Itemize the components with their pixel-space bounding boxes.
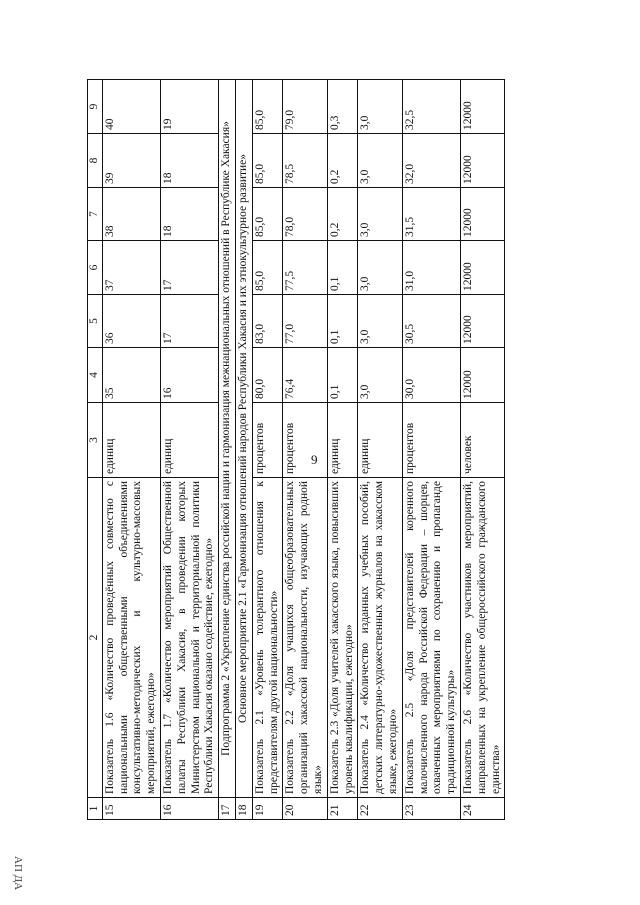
table-row: [460, 80, 504, 820]
indicator-description: Показатель 2.4 «Количество изданных учебных пособий, детских литературно-художественных журналов на хакасском языке, ежегодно»: [358, 478, 402, 798]
row-number: 22: [358, 798, 402, 820]
header-cell: 5: [88, 295, 103, 348]
table-row: [358, 80, 402, 820]
indicators-table: [87, 79, 505, 820]
value-cell: 18: [160, 134, 218, 188]
indicator-description: Показатель 1.6 «Количество проведённых совместно с национальными общественными объединениями консультативно-методических и культурно-массовых мероприятий, ежегодно»: [102, 478, 160, 798]
value-cell: 30,5: [402, 295, 460, 348]
value-cell: 31,5: [402, 188, 460, 241]
value-cell: 80,0: [252, 348, 283, 403]
value-cell: 12000: [460, 80, 504, 134]
value-cell: 19: [160, 80, 218, 134]
header-cell: 9: [88, 80, 103, 134]
table-row: [235, 80, 252, 820]
value-cell: 3,0: [358, 295, 402, 348]
row-number: 16: [160, 798, 218, 820]
corner-stamp: АП ДА: [12, 856, 24, 891]
header-cell: 2: [88, 478, 103, 798]
value-cell: 31,0: [402, 241, 460, 295]
value-cell: 77,5: [283, 241, 327, 295]
indicator-description: Показатель 2.6 «Количество участников мероприятий, направленных на укрепление общероссийского гражданского единства»: [460, 478, 504, 798]
value-cell: 79,0: [283, 80, 327, 134]
header-row: [88, 80, 103, 820]
value-cell: 0,3: [327, 80, 358, 134]
value-cell: 0,1: [327, 295, 358, 348]
value-cell: 85,0: [252, 188, 283, 241]
value-cell: 37: [102, 241, 160, 295]
value-cell: 40: [102, 80, 160, 134]
value-cell: 12000: [460, 241, 504, 295]
value-cell: 3,0: [358, 188, 402, 241]
page-number: 9: [311, 452, 318, 467]
table-row: [160, 80, 218, 820]
value-cell: 32,0: [402, 134, 460, 188]
value-cell: 0,2: [327, 188, 358, 241]
indicator-description: Показатель 2.2 «Доля учащихся общеобразовательных организаций хакасской национальности, изучающих родной язык»: [283, 478, 327, 798]
section-heading: Подпрограмма 2 «Укрепление единства российской нации и гармонизация межнациональных отношений в Республике Хакасия»: [219, 80, 236, 798]
table-row: [252, 80, 283, 820]
table-row: [283, 80, 327, 820]
row-number: 19: [252, 798, 283, 820]
header-cell: 8: [88, 134, 103, 188]
value-cell: 36: [102, 295, 160, 348]
value-cell: 3,0: [358, 241, 402, 295]
value-cell: 18: [160, 188, 218, 241]
value-cell: 12000: [460, 188, 504, 241]
unit-cell: единиц: [327, 403, 358, 478]
value-cell: 39: [102, 134, 160, 188]
value-cell: 30,0: [402, 348, 460, 403]
row-number: 17: [219, 798, 236, 820]
row-number: 20: [283, 798, 327, 820]
indicator-description: Показатель 2.1 «Уровень толерантного отношения к представителям другой национальности»: [252, 478, 283, 798]
value-cell: 32,5: [402, 80, 460, 134]
value-cell: 78,0: [283, 188, 327, 241]
table-row: [327, 80, 358, 820]
indicator-description: Показатель 2.3 «Доля учителей хакасского языка, повысивших уровень квалификации, ежегодно»: [327, 478, 358, 798]
value-cell: 12000: [460, 295, 504, 348]
header-cell: 4: [88, 348, 103, 403]
header-cell: 7: [88, 188, 103, 241]
value-cell: 76,4: [283, 348, 327, 403]
value-cell: 17: [160, 295, 218, 348]
value-cell: 17: [160, 241, 218, 295]
header-cell: 3: [88, 403, 103, 478]
value-cell: 3,0: [358, 348, 402, 403]
value-cell: 12000: [460, 348, 504, 403]
value-cell: 3,0: [358, 134, 402, 188]
unit-cell: единиц: [358, 403, 402, 478]
value-cell: 0,1: [327, 348, 358, 403]
value-cell: 12000: [460, 134, 504, 188]
table-body: [88, 80, 505, 820]
unit-cell: процентов: [283, 403, 327, 478]
value-cell: 78,5: [283, 134, 327, 188]
header-cell: 1: [88, 798, 103, 820]
value-cell: 77,0: [283, 295, 327, 348]
value-cell: 85,0: [252, 241, 283, 295]
row-number: 15: [102, 798, 160, 820]
value-cell: 85,0: [252, 80, 283, 134]
row-number: 24: [460, 798, 504, 820]
indicator-description: Показатель 2.5 «Доля представителей коренного малочисленного народа Российской Федерации – шорцев, охваченных мероприятиями по сохранению и пропаганде традиционной культуры»: [402, 478, 460, 798]
indicator-description: Показатель 1.7 «Количество мероприятий Общественной палаты Республики Хакасия, в проведении которых Министерством национальной и территориальной политики Республики Хакасия оказано содействие, ежегодно»: [160, 478, 218, 798]
header-cell: 6: [88, 241, 103, 295]
unit-cell: человек: [460, 403, 504, 478]
value-cell: 16: [160, 348, 218, 403]
unit-cell: процентов: [252, 403, 283, 478]
value-cell: 0,2: [327, 134, 358, 188]
rotated-table-container: [87, 80, 617, 820]
unit-cell: единиц: [102, 403, 160, 478]
unit-cell: единиц: [160, 403, 218, 478]
value-cell: 83,0: [252, 295, 283, 348]
value-cell: 3,0: [358, 80, 402, 134]
row-number: 21: [327, 798, 358, 820]
table-row: [219, 80, 236, 820]
value-cell: 38: [102, 188, 160, 241]
unit-cell: процентов: [402, 403, 460, 478]
value-cell: 85,0: [252, 134, 283, 188]
table-row: [102, 80, 160, 820]
table-row: [402, 80, 460, 820]
row-number: 23: [402, 798, 460, 820]
value-cell: 0,1: [327, 241, 358, 295]
row-number: 18: [235, 798, 252, 820]
value-cell: 35: [102, 348, 160, 403]
section-heading: Основное мероприятие 2.1 «Гармонизация отношений народов Республики Хакасия и их этнокультурное развитие»: [235, 80, 252, 798]
